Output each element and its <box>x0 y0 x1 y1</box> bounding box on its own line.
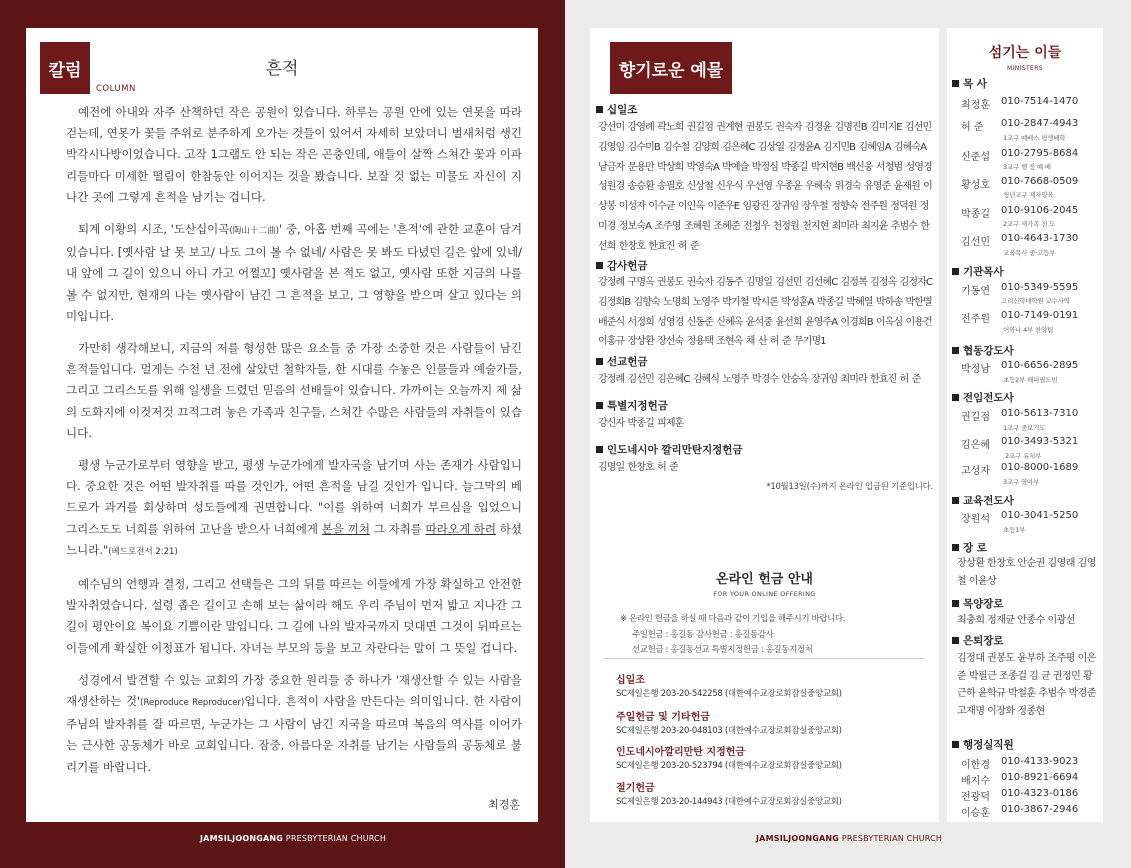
deacon-names: 최충희 정재균 안종수 이광선 <box>957 615 1075 626</box>
bank-account: 인도네시아깔리만탄 지정헌금 SC제일은행 203-20-523794 (대한예수교장로회잠실중앙교회) <box>616 747 842 771</box>
essay-paragraph: 가만히 생각해보니, 지금의 저를 형성한 많은 요소들 중 가장 소중한 것은 사람들이 남긴 흔적들입니다. 멀게는 수천 년 전에 살았던 철학자들, 한 시대를 수놓은 인물들과 예술가들, 그리고 그리스도를 위해 일생을 드렸던 믿음의 선배들이 있습니다. 가까이는 오늘까지 제 삶의 도화지에 이것저것 끄적그려 놓은 가족과 친구들, 스쳐간 수많은 사람들의 자취들이 있습니다. <box>66 341 522 440</box>
bullet-square-icon <box>952 80 959 87</box>
bullet-square-icon <box>952 347 959 354</box>
offering-names: 강정례 김선민 김은혜C 김혜식 노영주 박경수 안승옥 장귀임 최미라 한효진 허 준 <box>598 374 921 385</box>
minister-row: 박종길 010-9106-2045 <box>961 205 1079 220</box>
online-title: 온라인 헌금 안내 <box>716 572 813 587</box>
ministers-section-title: 은퇴장로 <box>952 633 1004 648</box>
minister-role: 어와나 4부 찬양팀 <box>1003 326 1054 334</box>
column-tag: 칼럼 <box>40 42 90 94</box>
minister-row: 김선민 010-4643-1730 <box>961 233 1079 248</box>
bullet-square-icon <box>596 262 603 269</box>
online-instructions: ※ 온라인 헌금을 하실 때 다음과 같이 기입을 해주시기 바랍니다. 주일헌금 : 홍길동 감사헌금 : 홍길동감사 선교헌금 : 홍길동선교 특별지정헌금 : 홍길동지정처 <box>620 614 846 655</box>
minister-role: 초등2부 해피필드빈 <box>1003 376 1058 384</box>
minister-row: 기동연 010-5349-5595 <box>961 282 1079 297</box>
minister-row: 권길점 010-5613-7310 <box>961 408 1079 423</box>
offering-note: *10월13일(수)까지 온라인 입금된 기준입니다. <box>766 482 933 492</box>
bullet-square-icon <box>952 394 959 401</box>
bullet-square-icon <box>952 497 959 504</box>
minister-row: 장원석 010-3041-5250 <box>961 510 1079 525</box>
minister-role: 청년교구 제자양육 <box>1003 191 1054 199</box>
essay-body <box>66 102 522 789</box>
offering-section-title: 인도네시아 깔리만탄지정헌금 <box>596 442 743 457</box>
online-sub: FOR YOUR ONLINE OFFERING <box>713 590 816 598</box>
ministers-section-title: 목 사 <box>952 76 987 91</box>
column-tag-sub: COLUMN <box>96 84 136 94</box>
minister-role: 2교구 새가족 전 도 <box>1003 220 1056 228</box>
minister-row: 황성호 010-7668-0509 <box>961 176 1079 191</box>
ministers-card <box>947 28 1103 822</box>
minister-role: 1교구 중보기도 <box>1003 424 1046 432</box>
ministers-section-title: 목양장로 <box>952 596 1004 611</box>
elders-names: 장상환 한창호 안순권 김영래 김영철 이윤상 <box>957 558 1096 587</box>
essay-paragraph: 예전에 아내와 자주 산책하던 작은 공원이 있습니다. 하루는 공원 안에 있는 연못을 따라 걷는데, 연못가 꽃들 주위로 분주하게 오가는 것들이 있어서 자세히 보았더니 벌새처럼 생긴 박각시나방이었습니다. 고작 1그램도 안 되는 작은 곤충인데, 애들이 살짝 스쳐간 꽃과 이파리들마다 미세한 떨림이 한참동안 이어지는 것을 봤습니다. 보잘 것 없는 미물도 자신이 지나간 곳에 그렇게 흔적을 남기는 겁니다. <box>66 105 522 204</box>
staff-row: 배지수 010-8921-6694 <box>961 772 1079 787</box>
offering-names: 강신자 박종길 피제훈 <box>598 418 684 429</box>
bullet-square-icon <box>952 268 959 275</box>
minister-row: 신준섭 010-2795-8684 <box>961 148 1079 163</box>
essay-paragraph: 성경에서 발견할 수 있는 교회의 가장 중요한 원리들 중 하나가 '재생산할 수 있는 사람을 재생산하는 것'(Reproduce Reproducer)입니다. 흔적이 사람을 만든다는 의미입니다. 한 사람이 주님의 발자취를 잘 따르면, 누군가는 그 사람이 남긴 지국을 따르며 복음의 역사를 이어가는 근사한 공동체가 바로 교회입니다. 잠중, 아름다운 자취를 남기는 사람들의 공동체로 불리기를 바랍니다. <box>66 672 522 774</box>
minister-role: 고려신학대학원 교수사역 <box>1001 297 1070 305</box>
bullet-square-icon <box>596 402 603 409</box>
staff-row: 전광덕 010-4323-0186 <box>961 788 1079 803</box>
ministers-title: 섬기는 이들 <box>988 45 1062 61</box>
bullet-square-icon <box>952 544 959 551</box>
ministers-section-title: 장 로 <box>952 540 987 555</box>
minister-role: 1교구 예배스 평생배학 <box>1003 134 1066 142</box>
offering-card <box>590 28 939 822</box>
minister-role: 3교구 영아부 <box>1003 478 1040 486</box>
minister-role: 교육목사 중·고등부 <box>1003 249 1056 257</box>
ministers-section-title: 교육전도사 <box>952 493 1014 508</box>
column-title: 흔적 <box>265 59 299 79</box>
offering-tag: 향기로운 예물 <box>610 42 732 94</box>
ministers-section-title: 기관목사 <box>952 264 1004 279</box>
offering-tag-sub: OFFERING <box>662 79 710 89</box>
footer-left: JAMSILJOONGANG PRESBYTERIAN CHURCH <box>200 834 387 843</box>
bullet-square-icon <box>952 741 959 748</box>
minister-role: 2교구 유치부 <box>1005 452 1042 460</box>
offering-names: 강선미 강영례 곽노희 권길점 권계현 권봉도 권숙자 김경윤 김명진B 김미지E 김선민 김영임 김수미B 김수철 김양희 김은혜C 김상열 김정윤A 김지민B 김혜임A 김혜숙A 남금자 문용만 박상희 박영숙A 박예슬 박정심 박종길 박지현B 백신웅 서청범 성영경 성원경 송승환 송필호 신상철 신우식 우선영 우종윤 우혜숙 위경숙 유영준 윤재원 이상봉 이성자 이수균 이인옥 이준우E 임광진 장귀임 장우철 정향숙 전주원 정덕원 정미경 정보숙A 조주영 조혜원 조혜준 전청우 천정원 천지현 최미라 최지윤 추범수 한선희 한창호 한효진 허 준 <box>598 122 932 252</box>
minister-row: 전주원 010-7149-0191 <box>961 310 1079 325</box>
bullet-square-icon <box>596 106 603 113</box>
bank-account: 십일조 SC제일은행 203-20-542258 (대한예수교장로회잠실중앙교회) <box>616 675 842 699</box>
bank-account: 주일헌금 및 기타헌금 SC제일은행 203-20-048103 (대한예수교장로회잠실중앙교회) <box>616 712 842 736</box>
minister-role: 3교구 행 정 예 배 <box>1003 163 1051 171</box>
minister-row: 허 준 010-2847-4943 <box>961 118 1079 133</box>
minister-role: 초등1부 <box>1003 526 1026 534</box>
minister-row: 최정훈 010-7514-1470 <box>961 96 1079 111</box>
ministers-section-title: 전임전도사 <box>952 390 1014 405</box>
bank-account: 절기헌금 SC제일은행 203-20-144943 (대한예수교장로회잠실중앙교회) <box>616 783 842 807</box>
offering-section-title: 감사헌금 <box>596 258 648 273</box>
offering-names: 강정례 구명옥 권봉도 권숙자 김동주 김명일 김선민 김선혜C 김정복 김정옥 김정자C 김정희B 김향숙 노명희 노영주 박기철 박시론 박성훈A 박종길 박혜열 박하송 박한별 배준식 서정희 성영경 신동준 신혜옥 윤석중 윤선희 윤영주A 이경희B 이옥심 이용건 이홍규 장상환 장선숙 정용택 조현옥 채 산 허 준 무기명1 <box>598 277 933 348</box>
retired-elder-names: 김정대 권봉도 윤부하 조주평 이은준 박필근 조종걸 김 균 권정민 황근하 윤학규 박철훈 추범수 박경준 고재명 이장화 정종현 <box>957 653 1096 717</box>
minister-row: 고성자 010-8000-1689 <box>961 462 1079 477</box>
bullet-square-icon <box>952 637 959 644</box>
staff-row: 이한경 010-4133-9023 <box>961 756 1079 771</box>
minister-row: 김은혜 010-3493-5321 <box>961 436 1079 451</box>
staff-row: 이승훈 010-3867-2946 <box>961 804 1079 819</box>
offering-names: 김명일 한창호 허 준 <box>598 462 678 473</box>
ministers-section-title: 협동강도사 <box>952 343 1014 358</box>
offering-section-title: 특별지정헌금 <box>596 398 668 413</box>
minister-row: 박정남 010-6656-2895 <box>961 360 1079 375</box>
essay-paragraph: 평생 누군가로부터 영향을 받고, 평생 누군가에게 발자국을 남기며 사는 존재가 사람입니다. 중요한 것은 어떤 발자취를 따를 것인가, 어떤 흔적을 남길 것인가 입니다. 늘그막의 베드로가 과거를 회상하며 성도들에게 권면합니다. "이를 위하여 너희가 부르심을 입었으니 그리스도도 너희를 위하여 고난을 받으사 너희에게 본을 끼쳐 그 자취를 따라오게 하려 하셨느니라."(베드로전서 2:21) <box>66 458 522 557</box>
essay-paragraph: 퇴계 이황의 시조, '도산십이곡(陶山十二曲)' 중, 아홉 번째 곡에는 '흔적'에 관한 교훈이 담겨 있습니다. [옛사람 날 못 보고/ 나도 그이 볼 수 없네/ 사람은 못 봐도 다녔던 길은 앞에 있네/ 내 앞에 그 길이 있으니 아니 가고 어쩔꼬] 옛사람을 본 적도 없고, 옛사람 또한 지금의 나를 볼 수 없지만, 현재의 나는 옛사람이 남긴 그 흔적을 보고, 그 영향을 받으며 살고 있다는 의미입니다. <box>66 222 522 323</box>
column-author: 최경훈 <box>488 798 520 811</box>
offering-section-title: 십일조 <box>596 102 637 117</box>
column-card <box>26 28 538 822</box>
offering-section-title: 선교헌금 <box>596 354 648 369</box>
ministers-sub: MINISTERS <box>1006 65 1044 72</box>
bullet-square-icon <box>596 446 603 453</box>
essay-paragraph: 예수님의 언행과 결정, 그리고 선택들은 그의 뒤를 따르는 이들에게 가장 확실하고 안전한 발자취였습니다. 설령 좁은 길이고 손해 보는 삶이라 해도 우리 주님이 먼저 밟고 지나간 그 길이 평안이요 복이요 기쁨이란 말입니다. 그 길에 나의 발자국까지 덧대면 그것이 뒤따르는 이들에게 확실한 이정표가 됩니다. 자녀는 부모의 등을 보고 자란다는 말이 그 뜻일 겁니다. <box>66 577 522 655</box>
footer-right: JAMSILJOONGANG PRESBYTERIAN CHURCH <box>756 834 943 843</box>
bullet-square-icon <box>952 600 959 607</box>
bullet-square-icon <box>596 358 603 365</box>
ministers-section-title: 행정실직원 <box>952 737 1014 752</box>
